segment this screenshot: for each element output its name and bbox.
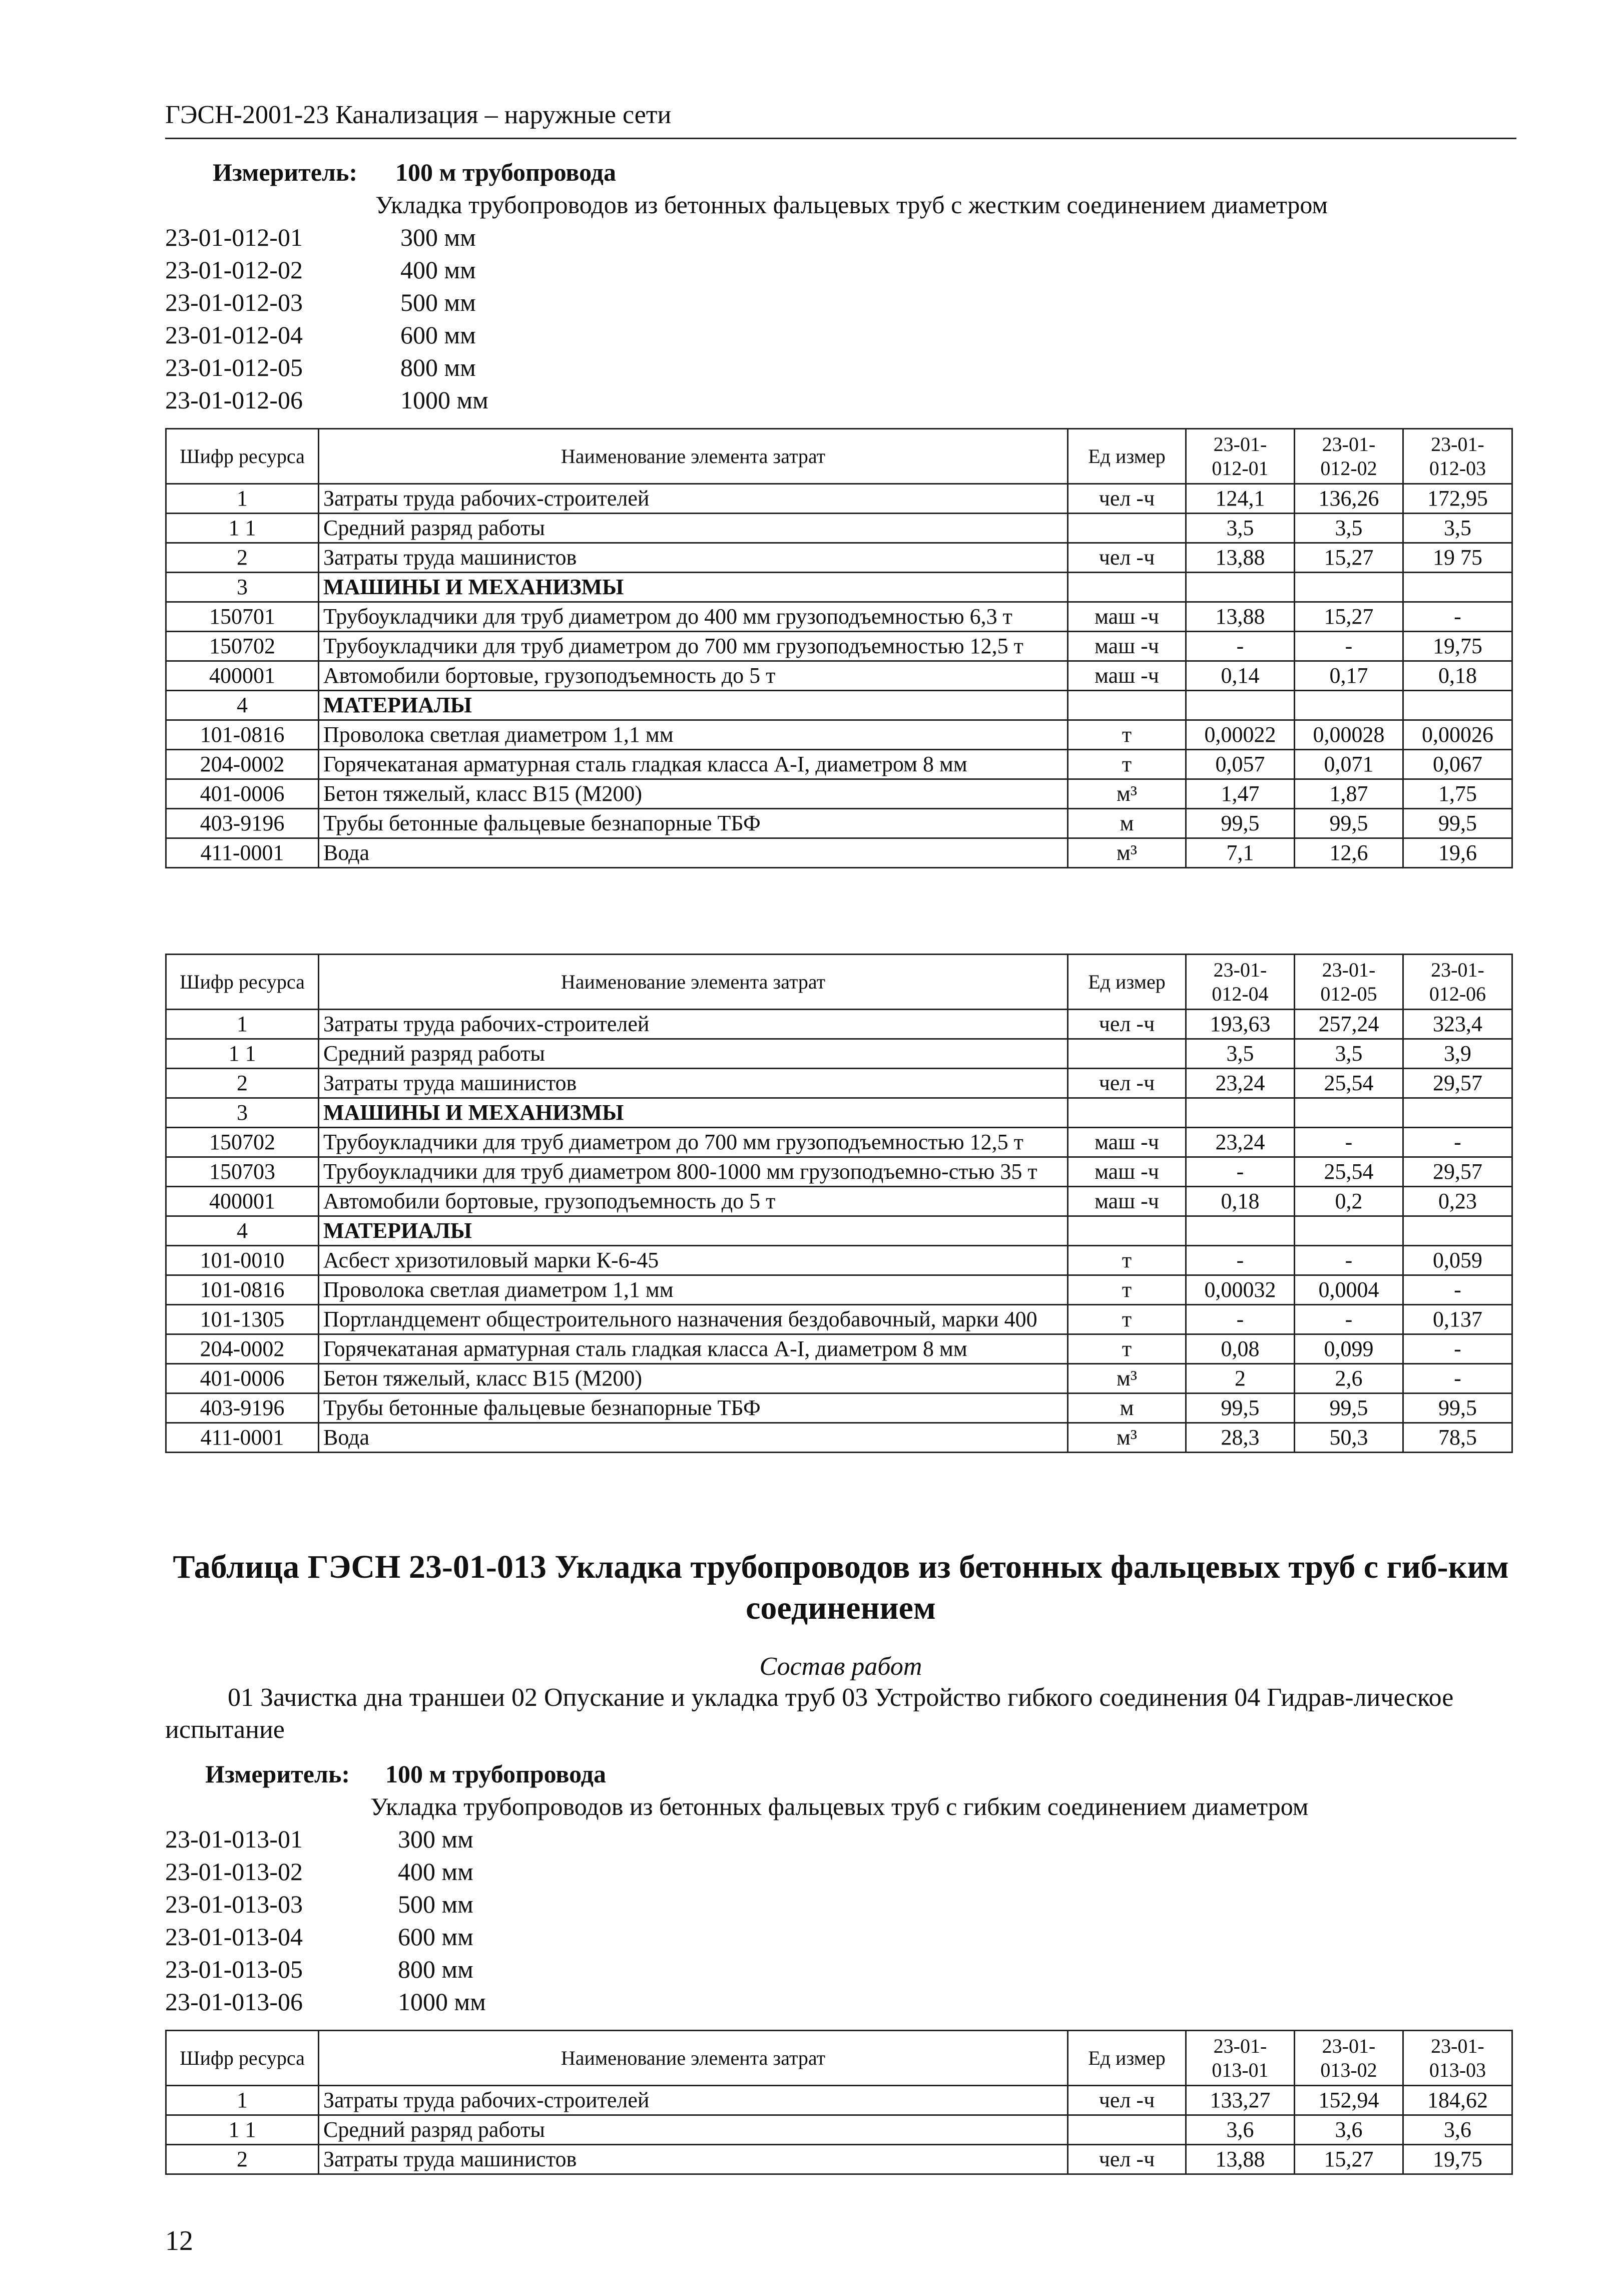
table-row (166, 809, 1512, 838)
norm-value: 3,6 (1403, 2115, 1512, 2145)
norm-value: 29,57 (1403, 1157, 1512, 1187)
norm-value: 19,6 (1403, 838, 1512, 868)
norm-value: 172,95 (1403, 484, 1512, 514)
norm-value: - (1186, 1157, 1295, 1187)
table-row (166, 838, 1512, 868)
unit: маш -ч (1068, 1128, 1186, 1157)
cost-element-name: Трубы бетонные фальцевые безнапорные ТБФ (319, 809, 1068, 838)
unit: маш -ч (1068, 661, 1186, 691)
table-row (166, 1275, 1512, 1305)
norm-value: 0,0004 (1295, 1275, 1403, 1305)
unit: м³ (1068, 838, 1186, 868)
norm-diameter: 400 мм (400, 256, 476, 284)
norm-value (1295, 691, 1403, 720)
header-unit: Ед измер (1068, 429, 1186, 484)
table-row (166, 661, 1512, 691)
norm-diameter: 500 мм (398, 1890, 473, 1918)
cost-element-name: Затраты труда машинистов (319, 543, 1068, 573)
norm-value: - (1186, 632, 1295, 661)
norm-code-line: 23-01- (1322, 2034, 1376, 2057)
header-norm-code (1403, 2031, 1512, 2086)
norm-diameter: 500 мм (400, 288, 476, 316)
norm-value: - (1186, 1305, 1295, 1334)
block-subtitle: Укладка трубопроводов из бетонных фальцевых труб с гибким соединением диаметром (370, 1792, 1309, 1820)
norm-code-line: 23-01- (1431, 2034, 1484, 2057)
resource-code: 401-0006 (166, 779, 319, 809)
norm-value: 3,9 (1403, 1039, 1512, 1069)
norm-value: 0,18 (1403, 661, 1512, 691)
norm-value: - (1403, 1364, 1512, 1394)
table-row (166, 602, 1512, 632)
norm-value: 0,057 (1186, 750, 1295, 779)
norm-code: 23-01-012-01 (165, 223, 303, 251)
norm-diameter: 300 мм (400, 223, 476, 251)
norm-value: 25,54 (1295, 1157, 1403, 1187)
table-row (166, 1039, 1512, 1069)
norm-code-line: 23-01- (1213, 2034, 1267, 2057)
norm-value: - (1295, 1305, 1403, 1334)
resource-code: 150702 (166, 1128, 319, 1157)
cost-element-name: Автомобили бортовые, грузоподъемность до 5 т (319, 661, 1068, 691)
resource-code: 1 (166, 484, 319, 514)
norm-code: 23-01-012-05 (165, 353, 303, 381)
resource-table-2 (165, 954, 1513, 1453)
unit: чел -ч (1068, 543, 1186, 573)
resource-code: 411-0001 (166, 838, 319, 868)
norm-value (1186, 691, 1295, 720)
norm-value (1295, 1216, 1403, 1246)
norm-value: 15,27 (1295, 2145, 1403, 2174)
norm-value: 19 75 (1403, 543, 1512, 573)
header-norm-code (1295, 2031, 1403, 2086)
norm-value: 13,88 (1186, 543, 1295, 573)
cost-element-name: Трубоукладчики для труб диаметром 800-1000 мм грузоподъемно-стью 35 т (319, 1157, 1068, 1187)
norm-diameter: 600 мм (400, 321, 476, 349)
norm-value (1186, 1216, 1295, 1246)
header-unit: Ед измер (1068, 955, 1186, 1010)
norm-value: 13,88 (1186, 602, 1295, 632)
block-subtitle: Укладка трубопроводов из бетонных фальцевых труб с жестким соединением диаметром (375, 191, 1328, 219)
cost-element-name: МАШИНЫ И МЕХАНИЗМЫ (319, 1098, 1068, 1128)
norm-value: - (1295, 1246, 1403, 1275)
cost-element-name: Бетон тяжелый, класс В15 (М200) (319, 779, 1068, 809)
table-row (166, 1394, 1512, 1423)
table-row (166, 779, 1512, 809)
norm-value: 1,87 (1295, 779, 1403, 809)
table-row (166, 2145, 1512, 2174)
norm-code: 23-01-012-02 (165, 256, 303, 284)
norm-value: 99,5 (1403, 1394, 1512, 1423)
cost-element-name: Проволока светлая диаметром 1,1 мм (319, 1275, 1068, 1305)
table-row (166, 573, 1512, 602)
norm-diameter: 400 мм (398, 1858, 473, 1886)
norm-value (1403, 691, 1512, 720)
norm-value: 0,23 (1403, 1187, 1512, 1216)
norm-value: - (1295, 632, 1403, 661)
norm-value: 13,88 (1186, 2145, 1295, 2174)
table-row (166, 2086, 1512, 2115)
norm-value (1295, 573, 1403, 602)
norm-value: - (1403, 1334, 1512, 1364)
table-row (166, 1334, 1512, 1364)
norm-value: 3,5 (1186, 1039, 1295, 1069)
cost-element-name: Автомобили бортовые, грузоподъемность до 5 т (319, 1187, 1068, 1216)
measure-label: Измеритель: (205, 1760, 350, 1788)
resource-code: 1 1 (166, 1039, 319, 1069)
norm-value: 133,27 (1186, 2086, 1295, 2115)
resource-code: 1 (166, 1010, 319, 1039)
cost-element-name: Затраты труда рабочих-строителей (319, 1010, 1068, 1039)
norm-value: 0,17 (1295, 661, 1403, 691)
norm-value (1403, 573, 1512, 602)
unit (1068, 573, 1186, 602)
norm-value: 50,3 (1295, 1423, 1403, 1453)
unit: т (1068, 1246, 1186, 1275)
norm-diameter: 1000 мм (400, 386, 488, 414)
norm-code: 23-01-013-04 (165, 1923, 303, 1951)
header-norm-code (1186, 955, 1295, 1010)
norm-value: 99,5 (1186, 809, 1295, 838)
resource-code: 101-1305 (166, 1305, 319, 1334)
resource-code: 1 1 (166, 2115, 319, 2145)
unit: м (1068, 1394, 1186, 1423)
norm-value: 29,57 (1403, 1069, 1512, 1098)
table-row (166, 1216, 1512, 1246)
table-row (166, 1157, 1512, 1187)
norm-value: - (1186, 1246, 1295, 1275)
resource-code: 3 (166, 1098, 319, 1128)
work-composition-text: 01 Зачистка дна траншеи 02 Опускание и укладка труб 03 Устройство гибкого соединения 04 Гидрав-лическое испытание (165, 1683, 1454, 1744)
norm-value: 19,75 (1403, 632, 1512, 661)
header-divider (165, 138, 1516, 139)
resource-code: 1 1 (166, 514, 319, 543)
norm-value: 0,08 (1186, 1334, 1295, 1364)
norm-value: - (1403, 602, 1512, 632)
norm-code-line: 23-01- (1322, 432, 1376, 455)
norm-value: 0,00028 (1295, 720, 1403, 750)
norm-value: 7,1 (1186, 838, 1295, 868)
resource-code: 403-9196 (166, 1394, 319, 1423)
norm-value: 3,5 (1186, 514, 1295, 543)
table-row (166, 750, 1512, 779)
resource-code: 150701 (166, 602, 319, 632)
unit: м³ (1068, 1423, 1186, 1453)
header-norm-code (1403, 955, 1512, 1010)
norm-value: 0,18 (1186, 1187, 1295, 1216)
norm-value: 3,5 (1403, 514, 1512, 543)
norm-value: 124,1 (1186, 484, 1295, 514)
norm-value: 0,00026 (1403, 720, 1512, 750)
header-norm-code (1186, 429, 1295, 484)
document-header: ГЭСН-2001-23 Канализация – наружные сети (165, 101, 672, 129)
unit (1068, 691, 1186, 720)
unit (1068, 1098, 1186, 1128)
unit: маш -ч (1068, 632, 1186, 661)
norm-value: 3,6 (1186, 2115, 1295, 2145)
norm-code-line: 013-01 (1212, 2058, 1269, 2081)
cost-element-name: Вода (319, 838, 1068, 868)
norm-value: 323,4 (1403, 1010, 1512, 1039)
norm-value: 0,067 (1403, 750, 1512, 779)
resource-code: 3 (166, 573, 319, 602)
resource-code: 400001 (166, 661, 319, 691)
table-row (166, 632, 1512, 661)
cost-element-name: Трубоукладчики для труб диаметром до 700 мм грузоподъемностью 12,5 т (319, 1128, 1068, 1157)
cost-element-name: Средний разряд работы (319, 1039, 1068, 1069)
cost-element-name: МАТЕРИАЛЫ (319, 691, 1068, 720)
header-code: Шифр ресурса (166, 429, 319, 484)
resource-code: 411-0001 (166, 1423, 319, 1453)
norm-value: - (1403, 1275, 1512, 1305)
cost-element-name: Горячекатаная арматурная сталь гладкая класса А-I, диаметром 8 мм (319, 1334, 1068, 1364)
norm-value: 3,5 (1295, 1039, 1403, 1069)
resource-code: 101-0010 (166, 1246, 319, 1275)
measure-value: 100 м трубопровода (385, 1760, 606, 1788)
norm-code: 23-01-013-03 (165, 1890, 303, 1918)
unit: маш -ч (1068, 1157, 1186, 1187)
norm-value: 193,63 (1186, 1010, 1295, 1039)
norm-value (1403, 1098, 1512, 1128)
norm-value: 0,00022 (1186, 720, 1295, 750)
resource-code: 2 (166, 543, 319, 573)
norm-value: 23,24 (1186, 1128, 1295, 1157)
unit: чел -ч (1068, 1010, 1186, 1039)
norm-value: 78,5 (1403, 1423, 1512, 1453)
norm-code: 23-01-013-06 (165, 1988, 303, 2016)
norm-value: 25,54 (1295, 1069, 1403, 1098)
table-row (166, 2115, 1512, 2145)
cost-element-name: Горячекатаная арматурная сталь гладкая класса А-I, диаметром 8 мм (319, 750, 1068, 779)
norm-value: 99,5 (1295, 809, 1403, 838)
unit: маш -ч (1068, 602, 1186, 632)
work-composition-label: Состав работ (759, 1652, 922, 1681)
norm-code: 23-01-013-01 (165, 1825, 303, 1853)
norm-value: 0,071 (1295, 750, 1403, 779)
cost-element-name: Бетон тяжелый, класс В15 (М200) (319, 1364, 1068, 1394)
header-code: Шифр ресурса (166, 2031, 319, 2086)
cost-element-name: Трубоукладчики для труб диаметром до 700 мм грузоподъемностью 12,5 т (319, 632, 1068, 661)
unit: м³ (1068, 779, 1186, 809)
unit (1068, 1216, 1186, 1246)
table-row (166, 1364, 1512, 1394)
resource-code: 4 (166, 691, 319, 720)
table-row (166, 1246, 1512, 1275)
cost-element-name: Средний разряд работы (319, 514, 1068, 543)
unit: т (1068, 1275, 1186, 1305)
cost-element-name: Затраты труда рабочих-строителей (319, 2086, 1068, 2115)
cost-element-name: Трубы бетонные фальцевые безнапорные ТБФ (319, 1394, 1068, 1423)
norm-code: 23-01-013-02 (165, 1858, 303, 1886)
norm-value: 184,62 (1403, 2086, 1512, 2115)
table-row (166, 1010, 1512, 1039)
norm-diameter: 600 мм (398, 1923, 473, 1951)
cost-element-name: Асбест хризотиловый марки К-6-45 (319, 1246, 1068, 1275)
norm-value: 3,6 (1295, 2115, 1403, 2145)
unit: м (1068, 809, 1186, 838)
norm-value: 28,3 (1186, 1423, 1295, 1453)
header-code: Шифр ресурса (166, 955, 319, 1010)
resource-table-3 (165, 2030, 1513, 2175)
measure-value: 100 м трубопровода (395, 158, 616, 186)
norm-code: 23-01-013-05 (165, 1955, 303, 1983)
norm-value: 2,6 (1295, 1364, 1403, 1394)
norm-value: 99,5 (1186, 1394, 1295, 1423)
norm-code-line: 012-02 (1320, 456, 1377, 480)
resource-code: 4 (166, 1216, 319, 1246)
norm-code-line: 012-05 (1320, 982, 1377, 1005)
norm-code-line: 012-06 (1429, 982, 1486, 1005)
norm-code: 23-01-012-03 (165, 288, 303, 316)
measure-label: Измеритель: (213, 158, 358, 186)
norm-value: 152,94 (1295, 2086, 1403, 2115)
unit: т (1068, 750, 1186, 779)
norm-code-line: 013-03 (1429, 2058, 1486, 2081)
resource-code: 403-9196 (166, 809, 319, 838)
norm-value: 0,137 (1403, 1305, 1512, 1334)
norm-value: 0,14 (1186, 661, 1295, 691)
resource-code: 150703 (166, 1157, 319, 1187)
resource-code: 150702 (166, 632, 319, 661)
header-name: Наименование элемента затрат (319, 2031, 1068, 2086)
unit: чел -ч (1068, 2145, 1186, 2174)
norm-value: 12,6 (1295, 838, 1403, 868)
norm-value: 1,47 (1186, 779, 1295, 809)
norm-code: 23-01-012-04 (165, 321, 303, 349)
table-row (166, 720, 1512, 750)
header-norm-code (1295, 955, 1403, 1010)
norm-code-line: 23-01- (1213, 432, 1267, 455)
resource-code: 400001 (166, 1187, 319, 1216)
cost-element-name: Портландцемент общестроительного назначения бездобавочный, марки 400 (319, 1305, 1068, 1334)
norm-value: 0,2 (1295, 1187, 1403, 1216)
header-norm-code (1186, 2031, 1295, 2086)
norm-code-line: 013-02 (1320, 2058, 1377, 2081)
resource-code: 204-0002 (166, 1334, 319, 1364)
table-row (166, 543, 1512, 573)
cost-element-name: Затраты труда машинистов (319, 1069, 1068, 1098)
norm-value: - (1403, 1128, 1512, 1157)
norm-value: - (1295, 1128, 1403, 1157)
unit: маш -ч (1068, 1187, 1186, 1216)
header-name: Наименование элемента затрат (319, 955, 1068, 1010)
norm-code-line: 012-04 (1212, 982, 1269, 1005)
norm-code-line: 012-03 (1429, 456, 1486, 480)
unit: чел -ч (1068, 2086, 1186, 2115)
norm-value: 0,059 (1403, 1246, 1512, 1275)
cost-element-name: Вода (319, 1423, 1068, 1453)
norm-code-line: 012-01 (1212, 456, 1269, 480)
table-title: Таблица ГЭСН 23-01-013 Укладка трубопроводов из бетонных фальцевых труб с гиб-ким соединением (173, 1549, 1509, 1626)
resource-code: 2 (166, 2145, 319, 2174)
norm-code-line: 23-01- (1322, 958, 1376, 981)
resource-table-1 (165, 428, 1513, 868)
unit: чел -ч (1068, 484, 1186, 514)
unit (1068, 2115, 1186, 2145)
norm-value (1186, 573, 1295, 602)
table-row (166, 1128, 1512, 1157)
cost-element-name: Средний разряд работы (319, 2115, 1068, 2145)
norm-value: 1,75 (1403, 779, 1512, 809)
table-row (166, 1187, 1512, 1216)
unit (1068, 514, 1186, 543)
resource-code: 101-0816 (166, 720, 319, 750)
resource-code: 101-0816 (166, 1275, 319, 1305)
norm-value: 23,24 (1186, 1069, 1295, 1098)
resource-code: 2 (166, 1069, 319, 1098)
norm-code-line: 23-01- (1431, 432, 1484, 455)
table-row (166, 1098, 1512, 1128)
norm-value: 2 (1186, 1364, 1295, 1394)
resource-code: 1 (166, 2086, 319, 2115)
table-row (166, 1423, 1512, 1453)
unit: т (1068, 1334, 1186, 1364)
norm-value: 0,099 (1295, 1334, 1403, 1364)
norm-diameter: 800 мм (398, 1955, 473, 1983)
table-row (166, 484, 1512, 514)
table-row (166, 691, 1512, 720)
norm-value: 3,5 (1295, 514, 1403, 543)
cost-element-name: Затраты труда машинистов (319, 2145, 1068, 2174)
table-row (166, 1069, 1512, 1098)
norm-diameter: 1000 мм (398, 1988, 486, 2016)
unit: т (1068, 720, 1186, 750)
resource-code: 401-0006 (166, 1364, 319, 1394)
norm-value: 19,75 (1403, 2145, 1512, 2174)
cost-element-name: Затраты труда рабочих-строителей (319, 484, 1068, 514)
norm-value: 15,27 (1295, 543, 1403, 573)
norm-value: 257,24 (1295, 1010, 1403, 1039)
norm-diameter: 800 мм (400, 353, 476, 381)
header-norm-code (1295, 429, 1403, 484)
header-unit: Ед измер (1068, 2031, 1186, 2086)
unit: т (1068, 1305, 1186, 1334)
norm-value: 0,00032 (1186, 1275, 1295, 1305)
norm-code-line: 23-01- (1213, 958, 1267, 981)
norm-value: 136,26 (1295, 484, 1403, 514)
unit: м³ (1068, 1364, 1186, 1394)
norm-value (1403, 1216, 1512, 1246)
resource-code: 204-0002 (166, 750, 319, 779)
norm-code-line: 23-01- (1431, 958, 1484, 981)
unit (1068, 1039, 1186, 1069)
cost-element-name: Проволока светлая диаметром 1,1 мм (319, 720, 1068, 750)
header-norm-code (1403, 429, 1512, 484)
norm-value: 99,5 (1403, 809, 1512, 838)
cost-element-name: МАТЕРИАЛЫ (319, 1216, 1068, 1246)
norm-diameter: 300 мм (398, 1825, 473, 1853)
norm-value: 15,27 (1295, 602, 1403, 632)
norm-value (1186, 1098, 1295, 1128)
unit: чел -ч (1068, 1069, 1186, 1098)
table-row (166, 1305, 1512, 1334)
norm-value (1295, 1098, 1403, 1128)
norm-value: 99,5 (1295, 1394, 1403, 1423)
header-name: Наименование элемента затрат (319, 429, 1068, 484)
page-number: 12 (165, 2225, 193, 2256)
cost-element-name: Трубоукладчики для труб диаметром до 400 мм грузоподъемностью 6,3 т (319, 602, 1068, 632)
norm-code: 23-01-012-06 (165, 386, 303, 414)
cost-element-name: МАШИНЫ И МЕХАНИЗМЫ (319, 573, 1068, 602)
table-row (166, 514, 1512, 543)
